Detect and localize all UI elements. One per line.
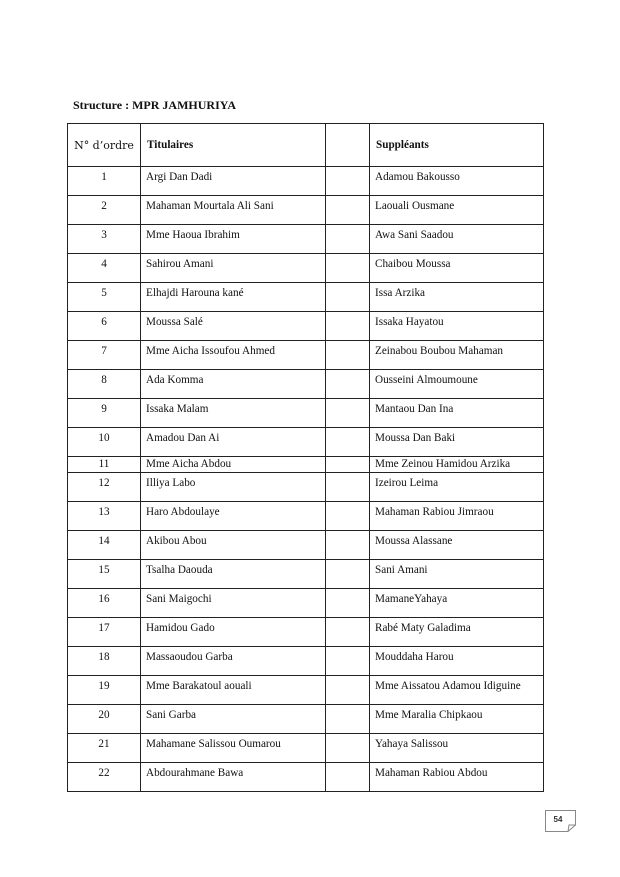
titulaire-cell-text: Mahamane Salissou Oumarou <box>146 738 281 750</box>
suppleant-cell <box>370 341 544 370</box>
table-row <box>68 763 544 792</box>
row-number-text: 12 <box>98 477 110 489</box>
row-number <box>68 370 141 399</box>
suppleant-cell <box>370 225 544 254</box>
titulaire-cell <box>141 312 326 341</box>
table-row <box>68 705 544 734</box>
suppleant-cell <box>370 196 544 225</box>
suppleant-cell <box>370 618 544 647</box>
suppleant-cell <box>370 734 544 763</box>
titulaire-cell <box>141 428 326 457</box>
table-row <box>68 676 544 705</box>
suppleant-cell <box>370 676 544 705</box>
row-number-text: 20 <box>98 709 110 721</box>
table-row <box>68 589 544 618</box>
suppleant-cell <box>370 254 544 283</box>
titulaire-cell-text: Sahirou Amani <box>146 258 214 270</box>
suppleant-cell-text: Ousseini Almoumoune <box>375 374 478 386</box>
suppleant-cell-text: Laouali Ousmane <box>375 200 455 212</box>
spacer-cell <box>326 457 370 473</box>
suppleant-cell <box>370 312 544 341</box>
spacer-cell <box>326 647 370 676</box>
suppleant-cell <box>370 370 544 399</box>
spacer-cell <box>326 196 370 225</box>
spacer-cell <box>326 312 370 341</box>
titulaire-cell-text: Mme Barakatoul aouali <box>146 680 252 692</box>
table-row <box>68 225 544 254</box>
suppleant-cell-text: Izeirou Leima <box>375 477 439 489</box>
titulaire-cell <box>141 254 326 283</box>
titulaire-cell <box>141 502 326 531</box>
titulaire-cell <box>141 167 326 196</box>
suppleant-cell-text: Mme Zeinou Hamidou Arzika <box>375 458 511 470</box>
suppleant-cell-text: Issaka Hayatou <box>375 316 444 328</box>
table-row <box>68 531 544 560</box>
row-number <box>68 428 141 457</box>
row-number <box>68 763 141 792</box>
suppleant-cell <box>370 763 544 792</box>
row-number <box>68 676 141 705</box>
spacer-cell <box>326 370 370 399</box>
spacer-cell <box>326 428 370 457</box>
suppleant-cell <box>370 399 544 428</box>
titulaire-cell-text: Ada Komma <box>146 374 204 386</box>
spacer-cell <box>326 502 370 531</box>
row-number-text: 14 <box>98 535 110 547</box>
row-number <box>68 560 141 589</box>
row-number-text: 21 <box>98 738 110 750</box>
table-row <box>68 734 544 763</box>
row-number-text: 2 <box>101 200 107 212</box>
suppleant-cell-text: Moussa Alassane <box>375 535 453 547</box>
titulaire-cell <box>141 225 326 254</box>
row-number <box>68 399 141 428</box>
row-number <box>68 734 141 763</box>
header-titulaires: Titulaires <box>141 124 326 167</box>
titulaire-cell <box>141 531 326 560</box>
suppleant-cell <box>370 531 544 560</box>
table-row <box>68 428 544 457</box>
row-number <box>68 647 141 676</box>
candidates-table <box>67 123 544 792</box>
row-number <box>68 589 141 618</box>
spacer-cell <box>326 531 370 560</box>
table-header-row <box>68 124 544 167</box>
spacer-cell <box>326 763 370 792</box>
titulaire-cell <box>141 705 326 734</box>
suppleant-cell-text: Chaibou Moussa <box>375 258 451 270</box>
page-number: 54 <box>553 815 563 824</box>
table-row <box>68 473 544 502</box>
titulaire-cell-text: Sani Maigochi <box>146 593 212 605</box>
suppleant-cell-text: Mme Aissatou Adamou Idiguine <box>375 680 521 692</box>
structure-heading: Structure : MPR JAMHURIYA <box>73 98 236 112</box>
titulaire-cell-text: Massaoudou Garba <box>146 651 233 663</box>
row-number <box>68 473 141 502</box>
row-number <box>68 618 141 647</box>
row-number-text: 15 <box>98 564 110 576</box>
titulaire-cell-text: Tsalha Daouda <box>146 564 213 576</box>
titulaire-cell <box>141 763 326 792</box>
table-row <box>68 560 544 589</box>
suppleant-cell-text: Moussa Dan Baki <box>375 432 456 444</box>
table-row <box>68 457 544 473</box>
suppleant-cell <box>370 167 544 196</box>
titulaire-cell-text: Moussa Salé <box>146 316 203 328</box>
suppleant-cell-text: Mouddaha Harou <box>375 651 454 663</box>
suppleant-cell-text: Issa Arzika <box>375 287 426 299</box>
titulaire-cell-text: Akibou Abou <box>146 535 207 547</box>
titulaire-cell <box>141 370 326 399</box>
titulaire-cell-text: Mme Aicha Abdou <box>146 458 232 470</box>
suppleant-cell-text: Mahaman Rabiou Jimraou <box>375 506 494 518</box>
titulaire-cell-text: Haro Abdoulaye <box>146 506 220 518</box>
titulaire-cell <box>141 283 326 312</box>
table-row <box>68 502 544 531</box>
table-row <box>68 341 544 370</box>
table-row <box>68 399 544 428</box>
suppleant-cell-text: Yahaya Salissou <box>375 738 449 750</box>
spacer-cell <box>326 589 370 618</box>
titulaire-cell <box>141 399 326 428</box>
suppleant-cell <box>370 428 544 457</box>
row-number-text: 19 <box>98 680 110 692</box>
titulaire-cell <box>141 473 326 502</box>
header-number: N° d’ordre <box>68 124 141 167</box>
spacer-cell <box>326 225 370 254</box>
row-number-text: 17 <box>98 622 110 634</box>
spacer-cell <box>326 167 370 196</box>
row-number <box>68 502 141 531</box>
row-number-text: 8 <box>101 374 107 386</box>
suppleant-cell <box>370 283 544 312</box>
suppleant-cell-text: Mantaou Dan Ina <box>375 403 454 415</box>
titulaire-cell <box>141 560 326 589</box>
suppleant-cell-text: Sani Amani <box>375 564 428 576</box>
suppleant-cell <box>370 560 544 589</box>
titulaire-cell-text: Sani Garba <box>146 709 197 721</box>
row-number-text: 10 <box>98 432 110 444</box>
row-number <box>68 225 141 254</box>
row-number-text: 13 <box>98 506 110 518</box>
row-number-text: 18 <box>98 651 110 663</box>
row-number-text: 11 <box>98 458 110 470</box>
suppleant-cell <box>370 502 544 531</box>
titulaire-cell-text: Mme Haoua Ibrahim <box>146 229 240 241</box>
titulaire-cell <box>141 618 326 647</box>
row-number <box>68 254 141 283</box>
suppleant-cell <box>370 589 544 618</box>
table-row <box>68 618 544 647</box>
row-number <box>68 531 141 560</box>
row-number-text: 3 <box>101 229 107 241</box>
titulaire-cell <box>141 196 326 225</box>
row-number-text: 22 <box>98 767 110 779</box>
table-row <box>68 254 544 283</box>
suppleant-cell-text: Awa Sani Saadou <box>375 229 454 241</box>
suppleant-cell-text: Mme Maralia Chipkaou <box>375 709 483 721</box>
row-number-text: 6 <box>101 316 107 328</box>
titulaire-cell-text: Amadou Dan Ai <box>146 432 220 444</box>
row-number <box>68 283 141 312</box>
row-number-text: 1 <box>101 171 107 183</box>
suppleant-cell-text: Zeinabou Boubou Mahaman <box>375 345 504 357</box>
table-row <box>68 196 544 225</box>
spacer-cell <box>326 473 370 502</box>
page-number-badge <box>545 810 576 832</box>
titulaire-cell-text: Elhajdi Harouna kané <box>146 287 244 299</box>
spacer-cell <box>326 399 370 428</box>
row-number-text: 4 <box>101 258 107 270</box>
suppleant-cell-text: Adamou Bakousso <box>375 171 460 183</box>
row-number-text: 7 <box>101 345 107 357</box>
suppleant-cell <box>370 473 544 502</box>
row-number <box>68 457 141 473</box>
table-row <box>68 370 544 399</box>
spacer-cell <box>326 560 370 589</box>
header-spacer <box>326 124 370 167</box>
titulaire-cell <box>141 647 326 676</box>
table-row <box>68 647 544 676</box>
table-row <box>68 312 544 341</box>
row-number <box>68 341 141 370</box>
row-number <box>68 167 141 196</box>
suppleant-cell-text: MamaneYahaya <box>375 593 448 605</box>
titulaire-cell-text: Issaka Malam <box>146 403 209 415</box>
row-number-text: 9 <box>101 403 107 415</box>
titulaire-cell <box>141 341 326 370</box>
titulaire-cell-text: Mme Aicha Issoufou Ahmed <box>146 345 275 357</box>
suppleant-cell <box>370 457 544 473</box>
titulaire-cell-text: Argi Dan Dadi <box>146 171 213 183</box>
spacer-cell <box>326 676 370 705</box>
row-number-text: 16 <box>98 593 110 605</box>
titulaire-cell-text: Abdourahmane Bawa <box>146 767 244 779</box>
spacer-cell <box>326 254 370 283</box>
spacer-cell <box>326 618 370 647</box>
row-number <box>68 196 141 225</box>
header-suppleants: Suppléants <box>370 124 544 167</box>
row-number-text: 5 <box>101 287 107 299</box>
titulaire-cell <box>141 589 326 618</box>
spacer-cell <box>326 734 370 763</box>
spacer-cell <box>326 705 370 734</box>
titulaire-cell-text: Mahaman Mourtala Ali Sani <box>146 200 274 212</box>
suppleant-cell-text: Mahaman Rabiou Abdou <box>375 767 488 779</box>
titulaire-cell-text: Hamidou Gado <box>146 622 215 634</box>
titulaire-cell <box>141 676 326 705</box>
table-row <box>68 167 544 196</box>
spacer-cell <box>326 341 370 370</box>
suppleant-cell <box>370 705 544 734</box>
row-number <box>68 705 141 734</box>
titulaire-cell <box>141 457 326 473</box>
titulaire-cell-text: Illiya Labo <box>146 477 196 489</box>
suppleant-cell-text: Rabé Maty Galadima <box>375 622 471 634</box>
table-row <box>68 283 544 312</box>
suppleant-cell <box>370 647 544 676</box>
spacer-cell <box>326 283 370 312</box>
row-number <box>68 312 141 341</box>
titulaire-cell <box>141 734 326 763</box>
